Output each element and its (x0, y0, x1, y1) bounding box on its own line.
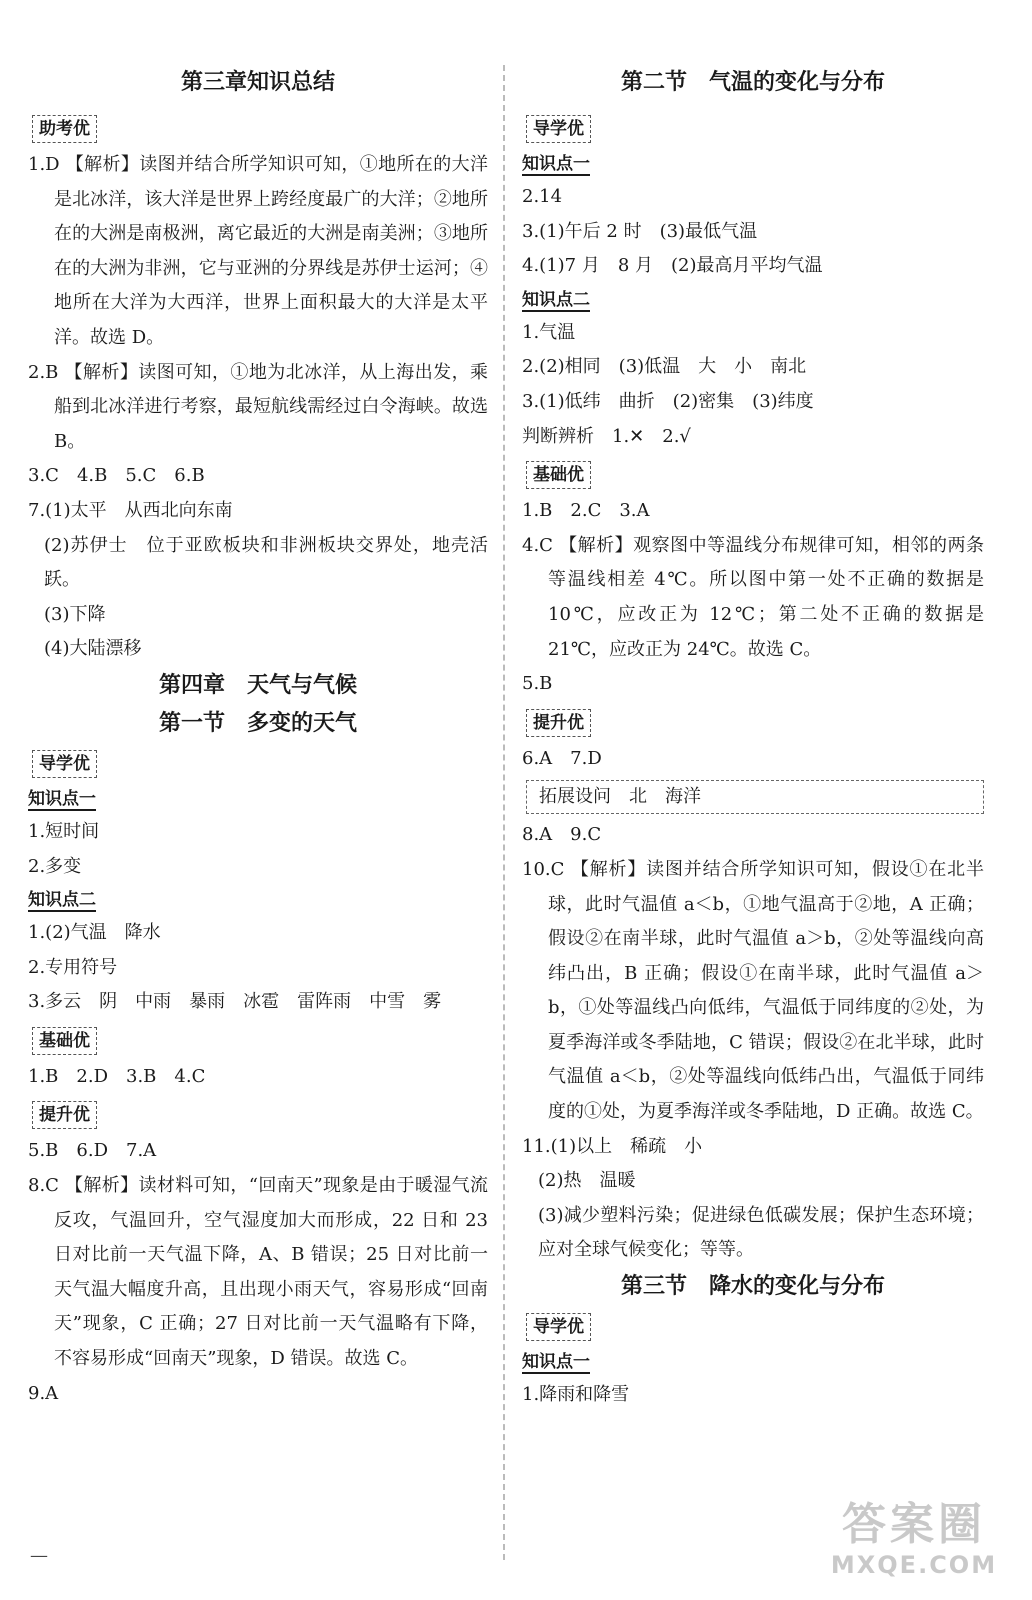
kp2-answer-2: 2.(2)相同 (3)低温 大 小 南北 (522, 356, 807, 378)
answers-q8-9: 8.A 9.C (522, 824, 602, 846)
kp2-answer-3: 3.多云 阴 中雨 暴雨 冰雹 雷阵雨 中雪 雾 (28, 991, 442, 1013)
tisheng-answers: 5.B 6.D 7.A (28, 1140, 157, 1162)
right-column (522, 60, 984, 1413)
chapter4-title: 第四章 天气与气候 (158, 672, 357, 698)
answer-q4: 4.C 【解析】观察图中等温线分布规律可知，相邻的两条等温线相差 4℃。所以图中第一处不正确的数据是 10℃，应改正为 12℃；第二处不正确的数据是 21℃，应改正为 24℃。故选 C。 (522, 534, 984, 660)
kp2-answer-1: 1.(2)气温 降水 (28, 922, 161, 944)
kp2-answer-3: 3.(1)低纬 曲折 (2)密集 (3)纬度 (522, 390, 814, 412)
judgement-analysis: 判断辨析 1.✕ 2.√ (522, 425, 691, 447)
answer-q1: 1.D 【解析】读图并结合所学知识可知，①地所在的大洋是北冰洋，该大洋是世界上跨经度最广的大洋；②地所在的大洲是南极洲，离它最近的大洲是南美洲；③地所在的大洲为非洲，它与亚洲的分界线是苏伊士运河；④地所在大洋为大西洋，世界上面积最大的大洋是太平洋。故选 D。 (28, 154, 488, 348)
left-column (28, 60, 488, 1411)
kp2-answer-1: 1.气温 (522, 321, 576, 343)
knowledge-point-2: 知识点二 (522, 289, 590, 310)
daoxueyou-badge-2: 导学优 (526, 1313, 591, 1341)
answer-q7-3: (3)下降 (44, 603, 106, 625)
answer-q7-4: (4)大陆漂移 (44, 638, 142, 660)
jichuyou-badge: 基础优 (32, 1027, 97, 1055)
chapter3-summary-title: 第三章知识总结 (180, 70, 335, 95)
knowledge-point-2: 知识点二 (28, 890, 96, 911)
column-divider (503, 65, 505, 1560)
section2-title: 第二节 气温的变化与分布 (620, 70, 885, 95)
knowledge-point-1: 知识点一 (522, 154, 590, 174)
answer-q5: 5.B (522, 673, 553, 695)
jichuyou-badge: 基础优 (526, 461, 591, 489)
zhukaoyou-badge: 助考优 (32, 115, 97, 143)
answer-q11: 11.(1)以上 稀疏 小 (522, 1135, 703, 1157)
answer-q10: 10.C 【解析】读图并结合所学知识可知，假设①在北半球，此时气温值 a＜b，①地气温高于②地，A 正确；假设②在南半球，此时气温值 a＞b，②处等温线向高纬凸出，B 正确；假设①在南半球，此时气温值 a＞b，①处等温线凸向低纬，气温低于同纬度的②处，为夏季海洋或冬季陆地，C 错误；假设②在北半球，此时气温值 a＜b，②处等温线向低纬凸出，气温低于同纬度的①处，为夏季海洋或冬季陆地，D 正确。故选 C。 (522, 858, 984, 1123)
jichu-answers: 1.B 2.C 3.A (522, 500, 650, 522)
answer-q8: 8.C 【解析】读材料可知，“回南天”现象是由于暖湿气流反攻，气温回升，空气湿度加大而形成，22 日和 23 日对比前一天气温下降，A、B 错误；25 日对比前一天气温大幅度升高，且出现小雨天气，容易形成“回南天”现象，C 正确；27 日对比前一天气温略有下降，不容易形成“回南天”现象，D 错误。故选 C。 (28, 1175, 488, 1370)
kp1-answer-2: 2.多变 (28, 855, 82, 877)
knowledge-point-1b: 知识点一 (522, 1352, 590, 1373)
answer-q7-2: (2)苏伊士 位于亚欧板块和非洲板块交界处，地壳活跃。 (44, 534, 488, 591)
tisheng-answers: 6.A 7.D (522, 747, 602, 769)
answer-q3-6: 3.C 4.B 5.C 6.B (28, 465, 205, 487)
tishengyou-badge: 提升优 (526, 709, 591, 737)
kp1b-answer-1: 1.降雨和降雪 (522, 1384, 630, 1406)
answer-q9: 9.A (28, 1382, 59, 1404)
kp1-answer-1: 1.短时间 (28, 820, 100, 842)
kp1-answer-4: 4.(1)7 月 8 月 (2)最高月平均气温 (522, 255, 823, 277)
answer-q7: 7.(1)太平 从西北向东南 (28, 499, 233, 521)
watermark-url: MXQE.COM (830, 1551, 998, 1579)
tishengyou-badge: 提升优 (32, 1101, 97, 1129)
bottom-dash: — (30, 1545, 48, 1566)
section3-title: 第三节 降水的变化与分布 (620, 1274, 885, 1300)
extension-question-box: 拓展设问 北 海洋 (526, 780, 984, 814)
answer-q2: 2.B 【解析】读图可知，①地为北冰洋，从上海出发，乘船到北冰洋进行考察，最短航线需经过白令海峡。故选 B。 (28, 361, 488, 452)
watermark-text: 答案圈 (842, 1499, 986, 1550)
watermark-logo (824, 1500, 1004, 1588)
section1-title: 第一节 多变的天气 (158, 710, 357, 736)
knowledge-point-1: 知识点一 (28, 788, 96, 809)
jichu-answers: 1.B 2.D 3.B 4.C (28, 1065, 206, 1087)
kp1-answer-2: 2.14 (522, 186, 563, 207)
kp2-answer-2: 2.专用符号 (28, 956, 118, 978)
answer-q11-3: (3)减少塑料污染；促进绿色低碳发展；保护生态环境；应对全球气候变化；等等。 (538, 1204, 984, 1261)
daoxueyou-badge: 导学优 (32, 750, 97, 778)
answer-q11-2: (2)热 温暖 (538, 1170, 636, 1192)
kp1-answer-3: 3.(1)午后 2 时 (3)最低气温 (522, 220, 758, 242)
daoxueyou-badge: 导学优 (526, 115, 591, 143)
